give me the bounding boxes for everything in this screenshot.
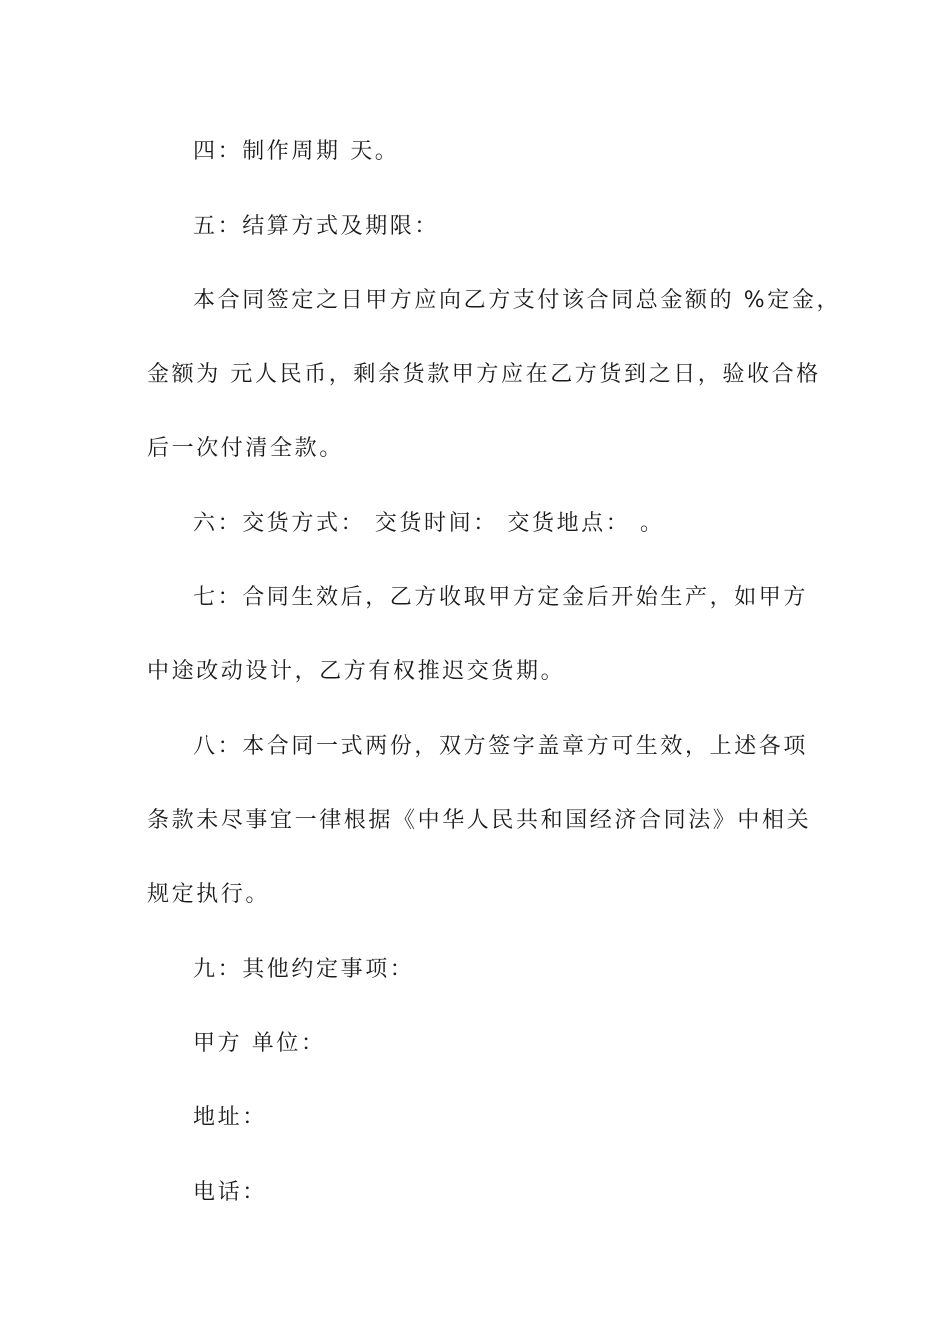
clause-6-delivery: 六：交货方式： 交货时间： 交货地点： 。 xyxy=(193,511,665,536)
clause-9-other-terms: 九：其他约定事项： xyxy=(193,957,415,982)
clause-7-line-1: 七：合同生效后，乙方收取甲方定金后开始生产，如甲方 xyxy=(193,585,809,610)
party-a-phone: 电话： xyxy=(193,1180,267,1205)
clause-8-line-2: 条款未尽事宜一律根据《中华人民共和国经济合同法》中相关 xyxy=(147,808,812,833)
clause-5-deposit-line-3: 后一次付清全款。 xyxy=(147,436,344,461)
clause-7-line-2: 中途改动设计，乙方有权推迟交货期。 xyxy=(147,659,566,684)
clause-5-deposit-line-1: 本合同签定之日甲方应向乙方支付该合同总金额的 %定金， xyxy=(193,288,842,313)
party-a-unit: 甲方 单位： xyxy=(193,1031,326,1056)
clause-8-line-1: 八：本合同一式两份，双方签字盖章方可生效，上述各项 xyxy=(193,734,809,759)
clause-5-settlement-heading: 五：结算方式及期限： xyxy=(193,214,440,239)
party-a-address: 地址： xyxy=(193,1105,267,1130)
clause-5-deposit-line-2: 金额为 元人民币，剩余货款甲方应在乙方货到之日，验收合格 xyxy=(147,362,821,387)
clause-8-line-3: 规定执行。 xyxy=(147,882,271,907)
clause-4-production-period: 四：制作周期 天。 xyxy=(193,139,400,164)
